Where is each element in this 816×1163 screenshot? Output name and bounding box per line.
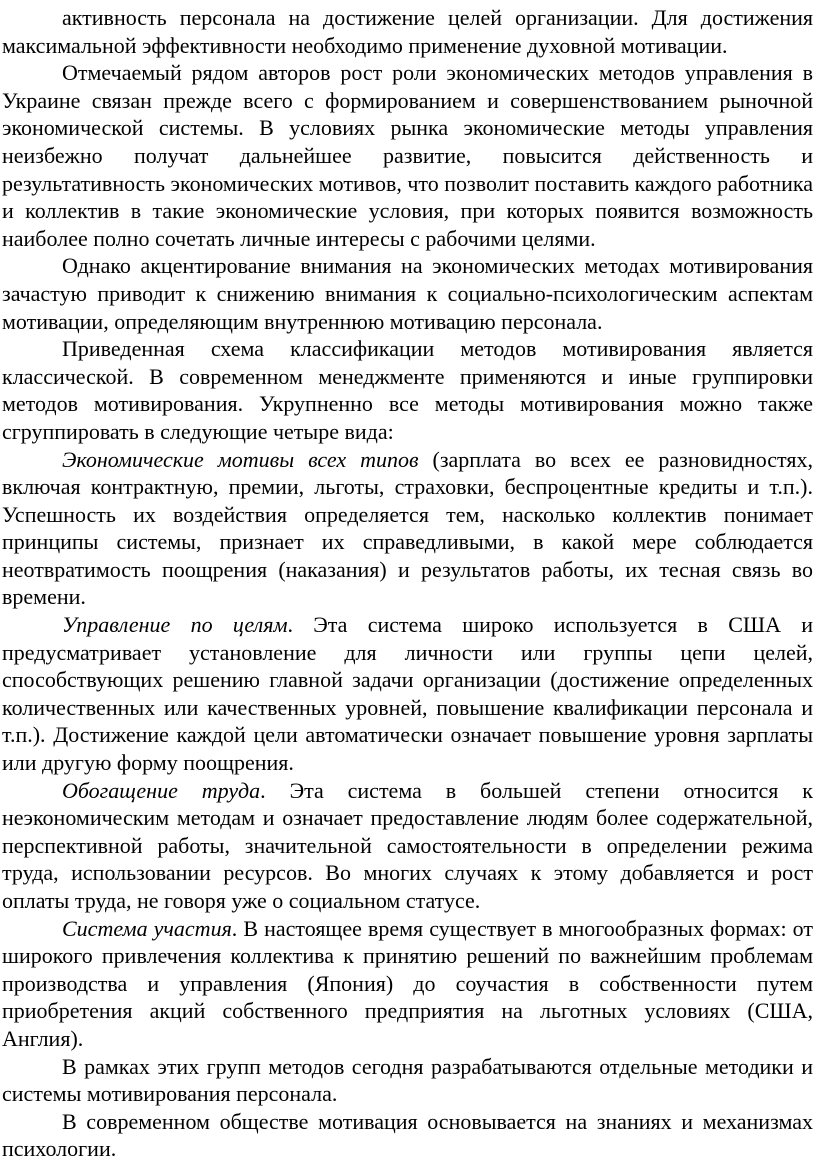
paragraph-economic-methods-growth: [2, 59, 813, 252]
paragraph-text: В современном обществе мотивация основывается на знаниях и механизмах психологии.: [2, 1108, 813, 1162]
paragraph-modern-society: [2, 1108, 813, 1163]
paragraph-economic-motives: [2, 446, 813, 612]
paragraph-job-enrichment: [2, 777, 813, 915]
paragraph-text: активность персонала на достижение целей организации. Для достижения максимальной эффективности необходимо применение духовной мотивации.: [2, 5, 813, 58]
paragraph-continuation: [2, 4, 813, 59]
paragraph-text: Приведенная схема классификации методов мотивирования является классической. В современном менеджменте применяются и иные группировки методов мотивирования. Укрупненно все методы мотивирования можно также сгруппировать в следующие четыре вида:: [2, 336, 813, 444]
paragraph-method-groups: [2, 1053, 813, 1108]
paragraph-management-by-objectives: [2, 611, 813, 777]
paragraph-text: В рамках этих групп методов сегодня разрабатываются отдельные методики и системы мотивирования персонала.: [2, 1053, 813, 1107]
paragraph-participation-system: [2, 915, 813, 1053]
paragraph-classification-scheme: [2, 335, 813, 445]
paragraph-text: Однако акцентирование внимания на экономических методах мотивирования зачастую приводит к снижению внимания к социально-психологическим аспектам мотивации, определяющим внутреннюю мотивацию персонала.: [2, 253, 813, 334]
paragraph-text: (зарплата во всех ее разновидностях, включая контрактную, премии, льготы, страховки, беспроцентные кредиты и т.п.). Успешность их воздействия определяется тем, насколько коллектив понимает принципы системы, признает их справедливыми, в какой мере соблюдается неотвратимость поощрения (наказания) и результатов работы, их тесная связь во времени.: [2, 446, 813, 610]
paragraph-text: Отмечаемый рядом авторов рост роли экономических методов управления в Украине связан прежде всего с формированием и совершенствованием рыночной экономической системы. В условиях рынка экономические методы управления неизбежно получат дальнейшее развитие, повысится действенность и результативность экономических мотивов, что позволит поставить каждого работника и коллектив в такие экономические условия, при которых появится возможность наиболее полно сочетать личные интересы с рабочими целями.: [2, 60, 814, 251]
paragraph-text: . Эта система широко используется в США и предусматривает установление для личности или группы цепи целей, способствующих решению главной задачи организации (достижение определенных количественных или качественных уровней, повышение квалификации персонала и т.п.). Достижение каждой цели автоматически означает повышение уровня зарплаты или другую форму поощрения.: [2, 612, 814, 776]
term-job-enrichment: Обогащение труда: [62, 777, 261, 803]
term-economic-motives: Экономические мотивы всех типов: [62, 446, 419, 472]
paragraph-text: . Эта система в большей степени относится к неэкономическим методам и означает предоставление людям более содержательной, перспективной работы, значительной самостоятельности в определении режима труда, использовании ресурсов. Во многих случаях к этому добавляется и рост оплаты труда, не говоря уже о социальном статусе.: [2, 777, 813, 913]
paragraph-text: . В настоящее время существует в многообразных формах: от широкого привлечения коллектива к принятию решений по важнейшим проблемам производства и управления (Япония) до соучастия в собственности путем приобретения акций собственного предприятия на льготных условиях (США, Англия).: [2, 915, 813, 1051]
paragraph-accent-economic-methods: [2, 252, 813, 335]
term-participation-system: Система участия: [62, 915, 232, 941]
term-management-by-objectives: Управление по целям: [62, 612, 288, 638]
